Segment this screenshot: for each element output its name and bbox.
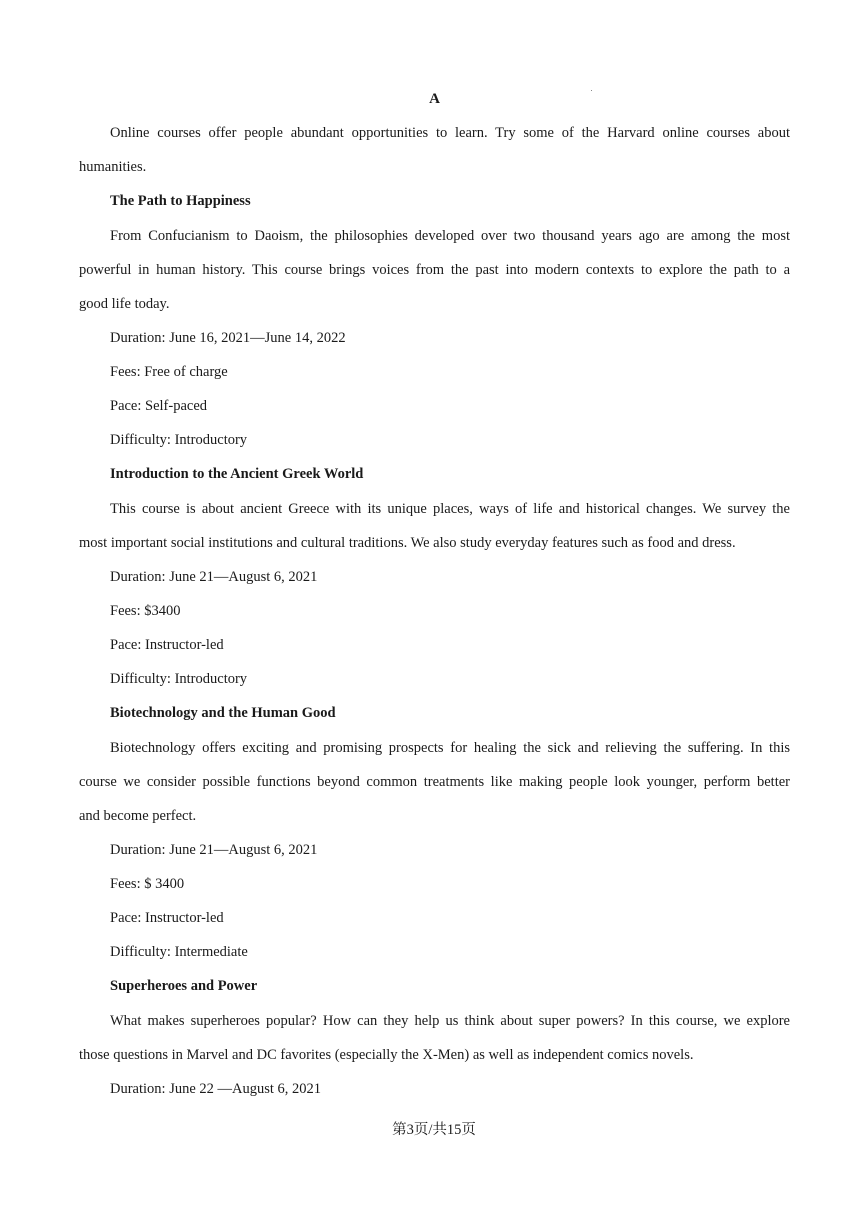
course-title: The Path to Happiness: [110, 193, 251, 209]
course-difficulty: Difficulty: Introductory: [110, 432, 248, 448]
course-fees: Fees: Free of charge: [110, 364, 228, 380]
course-description-line: From Confucianism to Daoism, the philosophies developed over two thousand years ago are among the most: [110, 228, 790, 244]
course-pace: Pace: Self-paced: [110, 398, 208, 414]
course-description-line: powerful in human history. This course brings voices from the past into modern contexts to explore the path to a: [79, 262, 790, 278]
course-pace: Pace: Instructor-led: [110, 637, 224, 653]
course-description-line: and become perfect.: [79, 808, 197, 824]
course-title: Introduction to the Ancient Greek World: [110, 466, 364, 482]
course-description-line: good life today.: [79, 296, 170, 312]
course-fees: Fees: $ 3400: [110, 876, 185, 892]
intro-line: Online courses offer people abundant opportunities to learn. Try some of the Harvard online courses about: [110, 125, 790, 141]
course-duration: Duration: June 22 —August 6, 2021: [110, 1081, 322, 1097]
page-number-footer: 第3页/共15页: [392, 1122, 476, 1138]
course-duration: Duration: June 16, 2021—June 14, 2022: [110, 330, 346, 346]
course-title: Superheroes and Power: [110, 978, 258, 994]
course-duration: Duration: June 21—August 6, 2021: [110, 569, 318, 585]
course-description-line: Biotechnology offers exciting and promising prospects for healing the sick and relieving the suffering. In this: [110, 740, 790, 756]
course-title: Biotechnology and the Human Good: [110, 705, 336, 721]
course-description-line: course we consider possible functions beyond common treatments like making people look younger, perform better: [79, 774, 790, 790]
course-duration: Duration: June 21—August 6, 2021: [110, 842, 318, 858]
intro-line: humanities.: [79, 159, 147, 175]
course-pace: Pace: Instructor-led: [110, 910, 224, 926]
course-difficulty: Difficulty: Introductory: [110, 671, 248, 687]
course-description-line: those questions in Marvel and DC favorites (especially the X-Men) as well as independent comics novels.: [79, 1047, 694, 1063]
course-difficulty: Difficulty: Intermediate: [110, 944, 248, 960]
course-fees: Fees: $3400: [110, 603, 181, 619]
course-description-line: What makes superheroes popular? How can they help us think about super powers? In this course, we explore: [110, 1013, 790, 1029]
section-heading: A: [429, 91, 440, 107]
course-description-line: most important social institutions and cultural traditions. We also study everyday features such as food and dress.: [79, 535, 736, 551]
course-description-line: This course is about ancient Greece with its unique places, ways of life and historical changes. We survey the: [110, 501, 790, 517]
